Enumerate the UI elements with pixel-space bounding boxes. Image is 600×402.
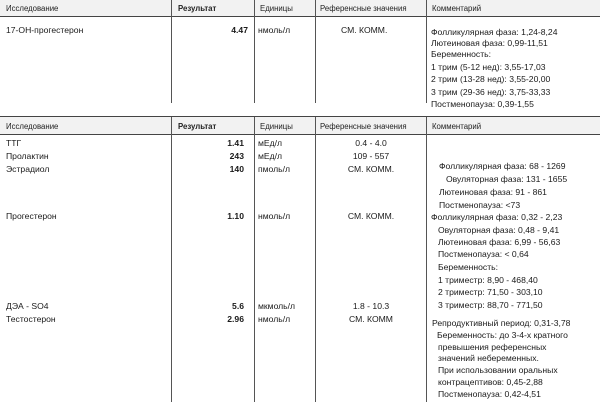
- table1-comment-line: Беременность:: [431, 49, 492, 59]
- table1-test-name: 17-OH-прогестерон: [6, 25, 84, 35]
- table1-units: нмоль/л: [258, 25, 291, 35]
- table2-header-comment: Комментарий: [432, 122, 482, 131]
- table2-comment-line: Овуляторная фаза: 0,48 - 9,41: [438, 225, 560, 235]
- table2-comment-line: При использовании оральных: [438, 365, 558, 375]
- table2-comment-line: 3 триместр: 88,70 - 771,50: [438, 300, 543, 310]
- table1-header-bg: [0, 0, 600, 16]
- table2-units: нмоль/л: [258, 211, 291, 221]
- table2-comment-line: Овуляторная фаза: 131 - 1655: [446, 174, 568, 184]
- table2-result-value: 2.96: [227, 314, 244, 324]
- table1-header-comment: Комментарий: [432, 4, 482, 13]
- table2-reference: СМ. КОММ: [349, 314, 393, 324]
- table1-comment-line: Лютеиновая фаза: 0,99-11,51: [431, 38, 548, 48]
- table1-comment-line: 1 трим (5-12 нед): 3,55-17,03: [431, 62, 546, 72]
- table2-comment-line: Репродуктивный период: 0,31-3,78: [432, 318, 571, 328]
- table2-reference: 0.4 - 4.0: [355, 138, 387, 148]
- table2-reference: СМ. КОММ.: [347, 211, 395, 221]
- table2-header-result: Результат: [178, 122, 217, 131]
- table1-header-reference: Референсные значения: [320, 4, 407, 13]
- table1-col-divider: [171, 0, 172, 103]
- table2-header-reference: Референсные значения: [320, 122, 407, 131]
- table1-result-value: 4.47: [231, 25, 248, 35]
- table2-comment-line: Фолликулярная фаза: 0,32 - 2,23: [431, 212, 563, 222]
- table1-comment-line: 3 трим (29-36 нед): 3,75-33,33: [431, 87, 551, 97]
- table2-comment-line: Беременность:: [438, 262, 499, 272]
- table2-header-units: Единицы: [260, 122, 293, 131]
- table2-test-name: ТТГ: [6, 138, 22, 148]
- table1-header-test: Исследование: [6, 4, 59, 13]
- table2-comment-line: превышения референсных: [438, 342, 547, 352]
- table2-test-name: Прогестерон: [6, 211, 57, 221]
- table2-comment-line: контрацептивов: 0,45-2,88: [438, 377, 543, 387]
- table2-result-value: 1.10: [227, 211, 244, 221]
- table2-reference: СМ. КОММ.: [347, 164, 395, 174]
- table2-comment-line: Постменопауза: <73: [439, 200, 521, 210]
- table1-header-divider: [0, 16, 600, 17]
- table2-reference: 109 - 557: [352, 151, 390, 161]
- table2-comment-line: 2 триместр: 71,50 - 303,10: [438, 287, 543, 297]
- table2-units: мЕд/л: [258, 151, 283, 161]
- table2-comment-line: значений небеременных.: [438, 353, 539, 363]
- table2-comment-line: Лютеиновая фаза: 91 - 861: [439, 187, 547, 197]
- table2-result-value: 243: [229, 151, 244, 161]
- table1-col-divider: [254, 0, 255, 103]
- table1-reference: СМ. КОММ.: [341, 25, 388, 35]
- table2-comment-line: Фолликулярная фаза: 68 - 1269: [439, 161, 566, 171]
- table2-reference: 1.8 - 10.3: [352, 301, 390, 311]
- table1-col-divider: [426, 0, 427, 103]
- table1-header-result: Результат: [178, 4, 217, 13]
- table2-comment-line: Постменопауза: < 0,64: [438, 249, 529, 259]
- table2-result-value: 140: [229, 164, 244, 174]
- table2-units: мкмоль/л: [258, 301, 296, 311]
- table2-col-divider: [254, 117, 255, 402]
- table1-comment-line: Фолликулярная фаза: 1,24-8,24: [431, 27, 558, 37]
- table2-comment-line: Лютеиновая фаза: 6,99 - 56,63: [438, 237, 561, 247]
- table2-test-name: ДЭА - SO4: [6, 301, 49, 311]
- table2-header-bg: [0, 117, 600, 134]
- table2-header-divider: [0, 134, 600, 135]
- table2-test-name: Эстрадиол: [6, 164, 50, 174]
- table2-col-divider: [426, 117, 427, 402]
- table2-units: мЕд/л: [258, 138, 283, 148]
- table2-result-value: 1.41: [227, 138, 244, 148]
- table2-test-name: Тестостерон: [6, 314, 56, 324]
- table1-comment-line: 2 трим (13-28 нед): 3,55-20,00: [431, 74, 551, 84]
- table1-comment-line: Постменопауза: 0,39-1,55: [431, 99, 534, 109]
- table2-comment-line: Постменопауза: 0,42-4,51: [438, 389, 541, 399]
- table2-units: пмоль/л: [258, 164, 291, 174]
- table2-comment-line: Беременность: до 3-4-х кратного: [437, 330, 568, 340]
- table1-header-units: Единицы: [260, 4, 293, 13]
- table2-result-value: 5.6: [232, 301, 244, 311]
- table2-units: нмоль/л: [258, 314, 291, 324]
- table2-test-name: Пролактин: [6, 151, 49, 161]
- table2-comment-line: 1 триместр: 8,90 - 468,40: [438, 275, 538, 285]
- table2-header-test: Исследование: [6, 122, 59, 131]
- table1-col-divider: [315, 0, 316, 103]
